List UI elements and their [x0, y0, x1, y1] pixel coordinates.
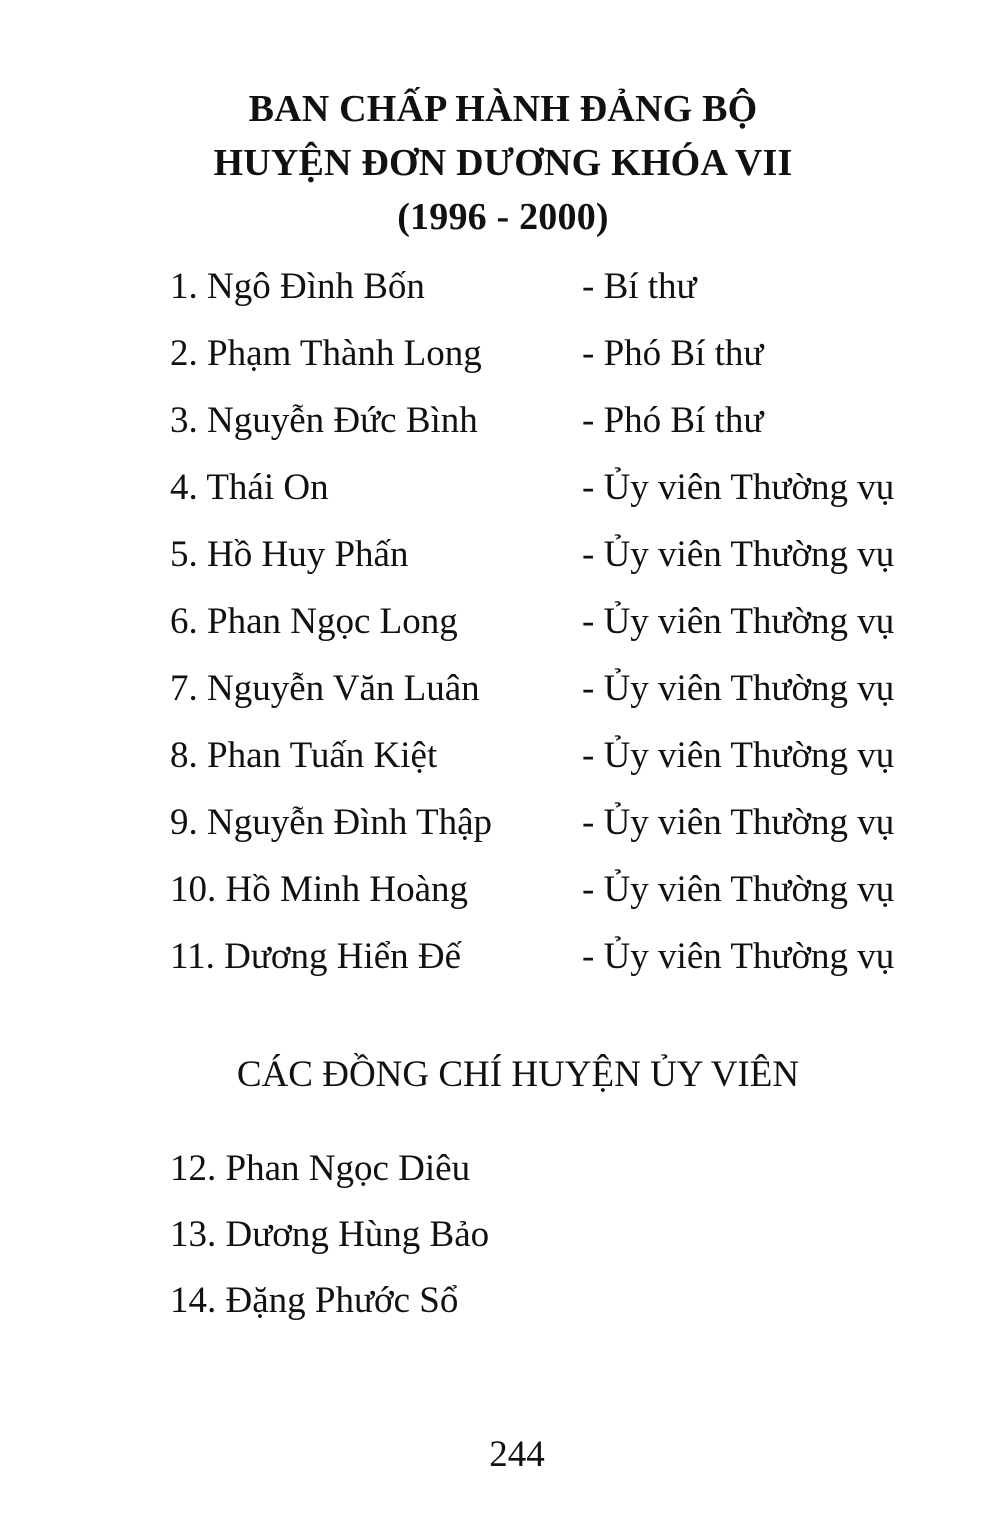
list-item	[170, 660, 970, 727]
member-name: 10. Hồ Minh Hoàng	[170, 869, 469, 910]
title-line-3: (1996 - 2000)	[397, 196, 609, 238]
member-name: 8. Phan Tuấn Kiệt	[170, 735, 438, 776]
member-role: - Ủy viên Thường vụ	[582, 936, 895, 977]
list-item	[170, 258, 970, 325]
standing-committee-list	[170, 258, 970, 995]
member-name: 9. Nguyễn Đình Thập	[170, 802, 492, 843]
list-item	[170, 861, 970, 928]
member-role: - Ủy viên Thường vụ	[582, 467, 895, 508]
member-name: 6. Phan Ngọc Long	[170, 601, 458, 642]
member-role: - Ủy viên Thường vụ	[582, 869, 895, 910]
list-item	[170, 325, 970, 392]
title-line-2: HUYỆN ĐƠN DƯƠNG KHÓA VII	[213, 142, 793, 184]
member-role: - Ủy viên Thường vụ	[582, 802, 895, 843]
list-item	[170, 727, 970, 794]
member-name: 2. Phạm Thành Long	[170, 333, 482, 374]
member-role: - Bí thư	[582, 266, 697, 307]
member-name: 5. Hồ Huy Phấn	[170, 534, 409, 575]
member-role: - Phó Bí thư	[582, 333, 764, 374]
member-name: 3. Nguyễn Đức Bình	[170, 400, 478, 441]
member-role: - Phó Bí thư	[582, 400, 764, 441]
page-number: 244	[489, 1434, 545, 1475]
list-item	[170, 593, 970, 660]
list-item	[170, 928, 970, 995]
committee-members-list	[170, 1140, 870, 1338]
member-name: 12. Phan Ngọc Diêu	[170, 1148, 471, 1189]
member-role: - Ủy viên Thường vụ	[582, 534, 895, 575]
member-role: - Ủy viên Thường vụ	[582, 735, 895, 776]
member-name: 1. Ngô Đình Bốn	[170, 266, 425, 307]
title-line-1: BAN CHẤP HÀNH ĐẢNG BỘ	[248, 88, 758, 130]
member-name: 13. Dương Hùng Bảo	[170, 1214, 490, 1255]
list-item	[170, 1206, 870, 1272]
list-item	[170, 392, 970, 459]
member-name: 11. Dương Hiển Đế	[170, 936, 462, 977]
member-role: - Ủy viên Thường vụ	[582, 601, 895, 642]
list-item	[170, 526, 970, 593]
list-item	[170, 794, 970, 861]
page-title	[0, 82, 1006, 244]
member-name: 7. Nguyễn Văn Luân	[170, 668, 480, 709]
section-heading: CÁC ĐỒNG CHÍ HUYỆN ỦY VIÊN	[236, 1054, 800, 1095]
member-name: 4. Thái On	[170, 467, 329, 508]
list-item	[170, 1140, 870, 1206]
member-role: - Ủy viên Thường vụ	[582, 668, 895, 709]
member-name: 14. Đặng Phước Sổ	[170, 1280, 459, 1321]
list-item	[170, 459, 970, 526]
list-item	[170, 1272, 870, 1338]
